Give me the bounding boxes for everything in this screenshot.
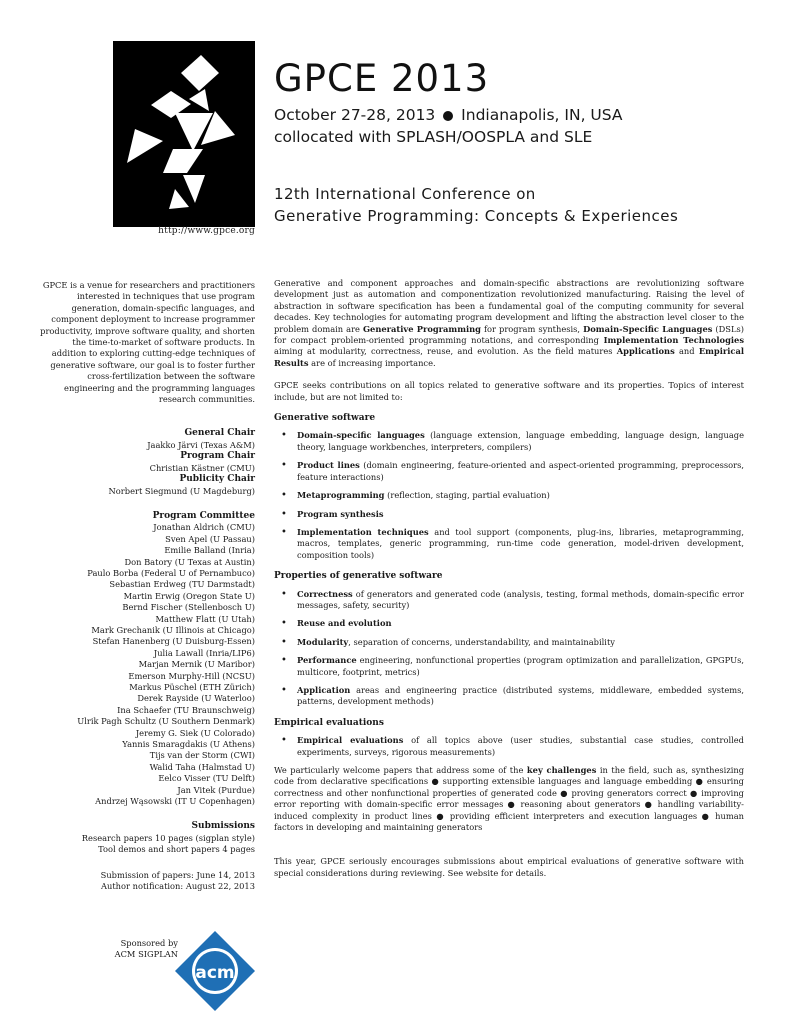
topic-item [274,655,744,678]
topic-detail: areas and engineering practice (distributed systems, middleware, embedded systems, patterns, development methods) [297,684,744,707]
committee-member: Tijs van der Storm (CWI) [149,750,255,761]
submissions-tools: Tool demos and short papers 4 pages [98,844,255,855]
committee-member: Jan Vitek (Purdue) [177,784,255,795]
acm-logo-icon [174,930,256,1012]
bullet-icon: • [281,588,287,600]
topic-item [274,589,744,612]
bullet-icon: • [281,508,287,520]
topic-name: Product lines [297,460,360,471]
topic-name: Metaprogramming [297,490,385,501]
topic-item [274,618,744,629]
topic-detail: engineering, nonfunctional properties (program optimization and parallelization, GPGPUs, multicore, footprint, metrics) [297,655,744,677]
program-committee-label: Program Committee [152,510,255,521]
publicity-chair: Norbert Siegmund (U Magdeburg) [108,485,255,496]
tangram-figure-icon [113,41,255,227]
intro-paragraph: Generative and component approaches and domain-specific abstractions are revolutionizing software development just as automation and componentization revolutionized manufacturing. Raising the level of abstraction in software specification has been a fundamental goal of the computing community for several decades. Key technologies for automating program development and lifting the abstraction level closer to the problem domain are Generative Programming for program synthesis, Domain-Specific Languages (DSLs) for compact problem-oriented programming notations, and corresponding Implementation Technologies aiming at modularity, correctness, reuse, and evolution. As the field matures Applications and Empirical Results are of increasing importance. [274,278,744,368]
tangram-head [181,55,219,91]
committee-member: Don Batory (U Texas at Austin) [124,556,255,567]
program-committee-list [40,522,255,807]
event-location: Indianapolis, IN, USA [461,106,623,124]
section-heading: Empirical evaluations [274,717,384,728]
committee-member: Emilie Balland (Inria) [164,545,255,556]
topic-item [274,430,744,453]
tangram-foot [169,189,189,209]
submissions-research: Research papers 10 pages (sigplan style) [81,832,255,843]
committee-member: Stefan Hanenberg (U Duisburg-Essen) [92,636,255,647]
deadline-submission: Submission of papers: June 14, 2013 [100,869,255,880]
sponsor-line1: Sponsored by [120,938,178,948]
event-date-location [274,105,623,125]
tangram-leg-back [127,129,163,163]
committee-member: Jonathan Aldrich (CMU) [153,522,255,533]
topic-item [274,509,744,520]
committee-member: Andrzej Wąsowski (IT U Copenhagen) [95,796,255,807]
topic-item [274,527,744,561]
committee-member: Markus Püschel (ETH Zürich) [129,682,255,692]
section-heading: Properties of generative software [274,571,443,582]
topic-name: Empirical evaluations [297,735,404,746]
website-url[interactable]: http://www.gpce.org [158,226,255,236]
program-chair-label: Program Chair [180,451,255,462]
committee-member: Martin Erwig (Oregon State U) [123,590,255,601]
sidebar-intro: GPCE is a venue for researchers and practitioners interested in techniques that use program generation, domain-specific languages, and component deployment to increase programmer productivity, improve software quality, and shorten the time-to-market of software products. In addition to exploring cutting-edge techniques of generative software, our goal is to foster further cross-fertilization between the software engineering and the programming languages research communities. [40,280,255,405]
topic-name: Program synthesis [297,508,384,519]
committee-member: Jeremy G. Siek (U Colorado) [135,727,255,738]
committee-member: Paulo Borba (Federal U of Pernambuco) [87,567,255,578]
bullet-icon: • [281,430,287,442]
page-title: GPCE 2013 [274,57,490,100]
committee-member: Sven Apel (U Passau) [165,533,255,544]
collocation-line: collocated with SPLASH/OOSPLA and SLE [274,128,593,146]
topic-name: Implementation techniques [297,526,429,537]
bullet-icon: • [281,636,287,648]
topic-sections [274,413,744,758]
bullet-icon: • [281,655,287,667]
bullet-icon: • [281,460,287,472]
topic-detail: and tool support (components, plug-ins, libraries, metaprogramming, macros, templates, generic programming, run-time code generation, model-driven development, composition tools) [297,526,744,560]
conference-name-line2: Generative Programming: Concepts & Experiences [274,207,679,225]
topic-name: Domain-specific languages [297,430,425,441]
sidebar [40,280,255,893]
publicity-chair-label: Publicity Chair [179,474,255,485]
topic-detail: (reflection, staging, partial evaluation) [384,490,550,501]
acm-logo-text: acm [195,963,235,983]
main-content [274,278,744,879]
key-challenges-paragraph: We particularly welcome papers that address some of the key challenges in the field, such as, synthesizing code from declarative specifications ● supporting extensible languages and language embedding ● ensuring correctness and other nonfunctional properties of generated code ● proving generators correct ● improving error reporting with domain-specific error messages ● reasoning about generators ● handling variability-induced complexity in product lines ● providing efficient interpreters and execution languages ● human factors in developing and maintaining generators [274,765,745,833]
topic-item [274,735,744,758]
topic-name: Reuse and evolution [297,618,392,629]
submissions-label: Submissions [191,821,255,832]
committee-member: Marjan Mernik (U Maribor) [138,659,255,670]
gpce-logo [113,41,255,227]
topic-detail: (domain engineering, feature-oriented and aspect-oriented programming, preprocessors, feature interactions) [297,460,744,482]
bullet-icon: • [281,526,287,538]
bullet-icon: • [281,618,287,630]
committee-member: Sebastian Erdweg (TU Darmstadt) [109,579,255,590]
committee-member: Ina Schaefer (TU Braunschweig) [117,704,255,715]
topic-name: Performance [297,655,357,666]
committee-member: Bernd Fischer (Stellenbosch U) [122,602,255,613]
general-chair: Jaakko Järvi (Texas A&M) [147,439,255,450]
topic-list [274,589,744,708]
committee-member: Yannis Smaragdakis (U Athens) [122,739,255,750]
topic-list [274,735,744,758]
separator-dot-icon [443,111,453,121]
topic-list [274,430,744,561]
topic-item [274,460,744,483]
tangram-hip [163,149,203,173]
bullet-icon: • [281,684,287,696]
topic-item [274,490,744,501]
topic-name: Correctness [297,588,353,599]
topic-detail: of all topics above (user studies, substantial case studies, controlled experiments, surveys, rigorous measurements) [297,735,744,757]
topic-item [274,637,744,648]
committee-member: Derek Rayside (U Waterloo) [137,693,255,704]
section-heading: Generative software [274,413,376,424]
topic-name: Application [297,684,351,695]
topic-detail: of generators and generated code (analysis, testing, formal methods, domain-specific error messages, safety, security) [297,588,744,610]
event-dates: October 27-28, 2013 [274,106,436,124]
tangram-leg-front [183,175,205,203]
sponsor-text [100,938,178,961]
bullet-icon: • [281,735,287,747]
committee-member: Julia Lawall (Inria/LIP6) [153,647,255,658]
committee-member: Walid Taha (Halmstad U) [149,761,255,772]
program-chair: Christian Kästner (CMU) [149,462,255,473]
bullet-icon: • [281,490,287,502]
empirical-note-paragraph: This year, GPCE seriously encourages submissions about empirical evaluations of generative software with special considerations during reviewing. See website for details. [274,856,744,878]
topics-intro-paragraph: GPCE seeks contributions on all topics related to generative software and its properties. Topics of interest include, but are not limited to: [274,380,744,402]
conference-name-line1: 12th International Conference on [274,185,536,203]
committee-member: Eelco Visser (TU Delft) [158,773,255,784]
committee-member: Emerson Murphy-Hill (NCSU) [128,670,255,681]
sponsor-line2: ACM SIGPLAN [114,949,178,960]
deadline-notification: Author notification: August 22, 2013 [101,881,255,892]
committee-member: Matthew Flatt (U Utah) [155,613,255,624]
topic-item [274,685,744,708]
general-chair-label: General Chair [184,428,255,439]
committee-member: Ulrik Pagh Schultz (U Southern Denmark) [77,716,255,727]
tangram-shoulder-right [189,89,209,111]
topic-detail: , separation of concerns, understandability, and maintainability [348,636,615,647]
topic-name: Modularity [297,636,349,647]
committee-member: Mark Grechanik (U Illinois at Chicago) [91,624,255,635]
topic-detail: (language extension, language embedding, language design, language theory, language workbenches, interpreters, compilers) [297,430,744,452]
